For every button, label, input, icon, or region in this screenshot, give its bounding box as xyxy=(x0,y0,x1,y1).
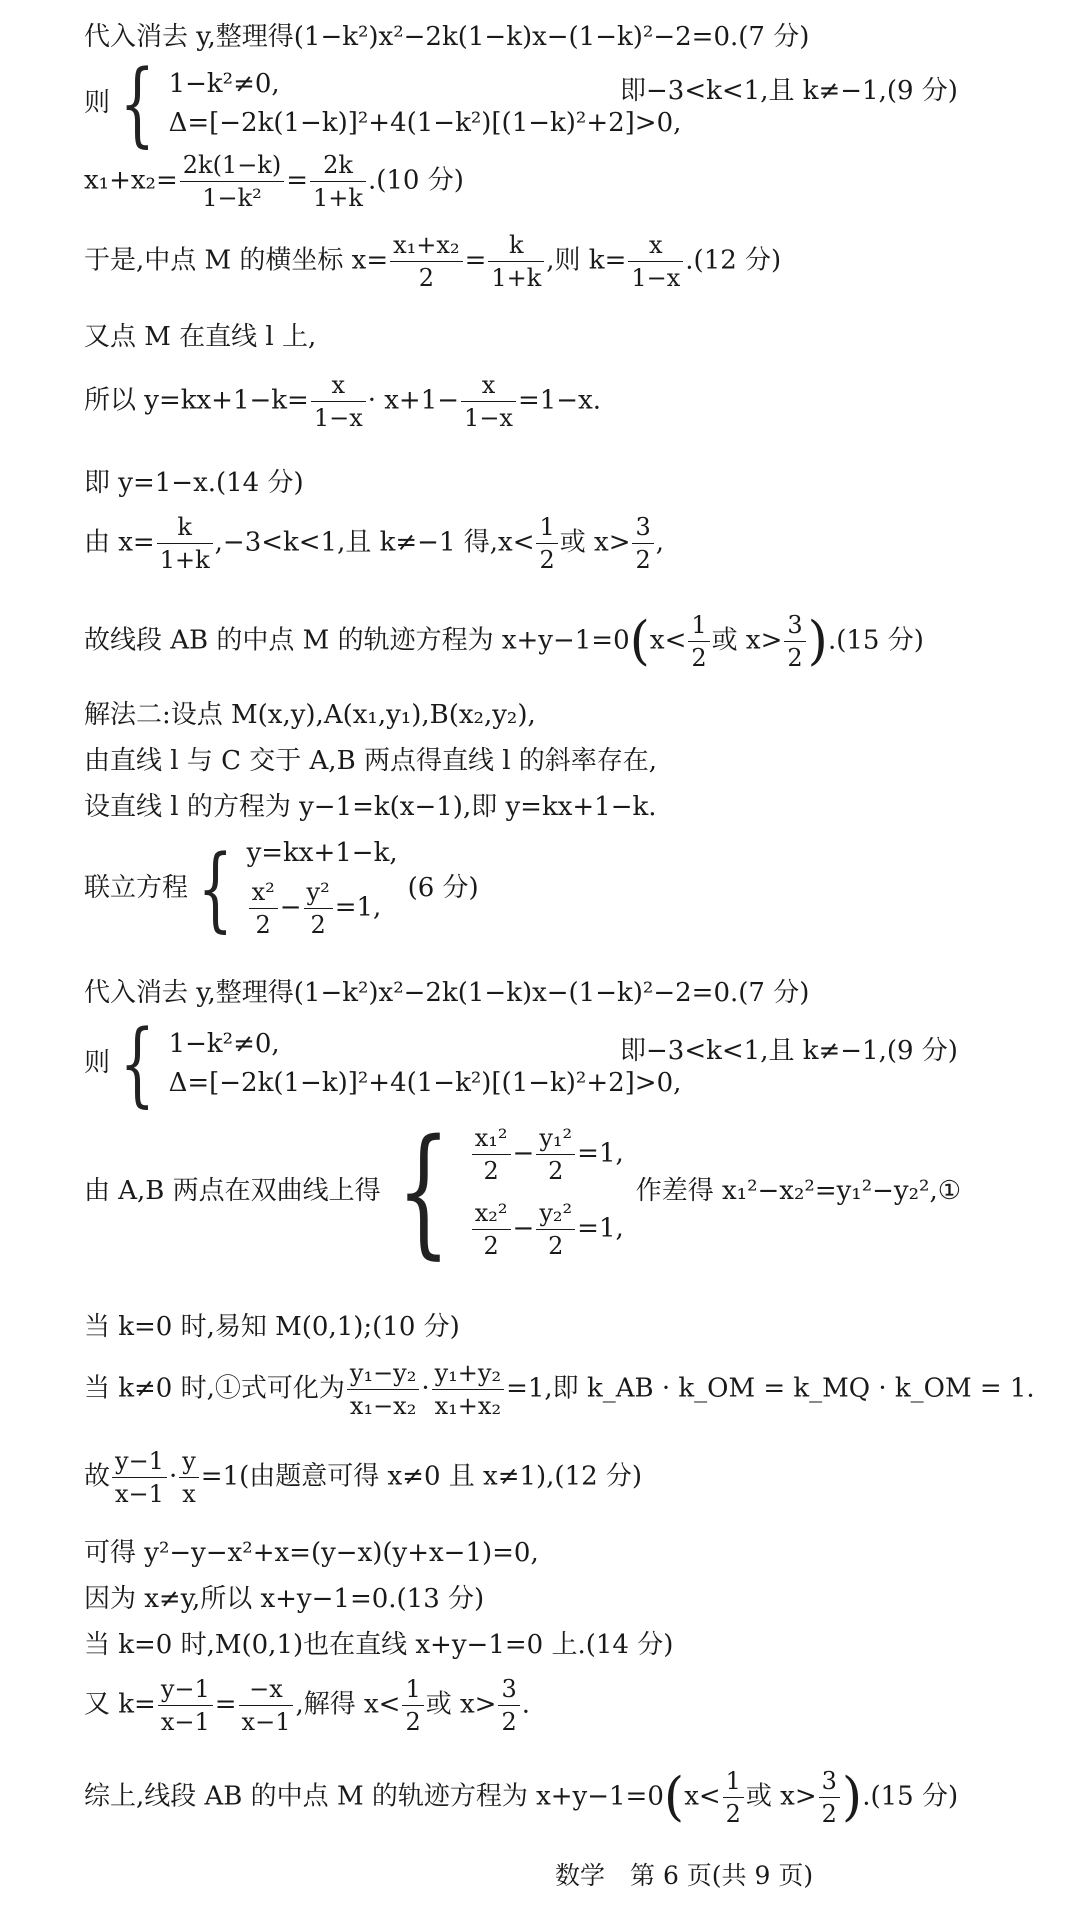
condition-system-1 xyxy=(110,50,682,157)
math-text: 当 k≠0 时,①式可化为 xyxy=(84,1373,345,1404)
math-text: = xyxy=(464,245,487,276)
fraction-numerator: 2k xyxy=(310,150,366,182)
fraction-denominator: 2 xyxy=(691,644,707,672)
equation-system xyxy=(110,1010,682,1117)
fraction xyxy=(536,1198,575,1261)
math-text: Δ=[−2k(1−k)]²+4(1−k²)[(1−k)²+2]>0, xyxy=(168,1068,682,1098)
fraction-denominator: 2 xyxy=(635,546,651,574)
line-method-2: 解法二:设点 M(x,y),A(x₁,y₁),B(x₂,y₂), xyxy=(84,700,536,730)
fraction xyxy=(784,610,805,673)
left-brace: { xyxy=(197,835,233,943)
math-text: .(15 分) xyxy=(827,625,924,656)
fraction-denominator: x−1 xyxy=(160,1708,210,1736)
line-conclusion-2 xyxy=(84,1766,958,1829)
fraction-numerator: y² xyxy=(304,877,333,909)
fraction xyxy=(632,512,653,575)
line-factor: 可得 y²−y−x²+x=(y−x)(y+x−1)=0, xyxy=(84,1538,539,1568)
math-text: = xyxy=(214,1689,237,1720)
fraction xyxy=(488,230,544,293)
fraction-denominator: 1−x xyxy=(631,264,681,292)
math-text: 联立方程 xyxy=(84,873,189,904)
math-text: 于是,中点 M 的横坐标 x= xyxy=(84,245,389,276)
fraction-numerator: x xyxy=(628,230,683,262)
math-text: =1, xyxy=(577,1213,624,1244)
line-line-equation: 设直线 l 的方程为 y−1=k(x−1),即 y=kx+1−k. xyxy=(84,792,657,822)
fraction-numerator: 1 xyxy=(723,1766,744,1798)
fraction-numerator: x xyxy=(461,370,516,402)
fraction xyxy=(179,1446,199,1509)
math-text: 1−k²≠0, xyxy=(168,1028,280,1059)
fraction-numerator: x² xyxy=(249,877,278,909)
fraction xyxy=(180,150,284,213)
fraction-denominator: 2 xyxy=(539,546,555,574)
math-text: x< xyxy=(649,625,687,656)
math-text: =1, xyxy=(334,892,382,923)
fraction-numerator: 1 xyxy=(402,1674,423,1706)
math-text: x₁+x₂= xyxy=(84,165,178,196)
fraction-denominator: 2 xyxy=(821,1800,837,1828)
fraction-numerator: k xyxy=(488,230,544,262)
math-text: =1−x. xyxy=(517,385,602,416)
math-text: 由 x= xyxy=(84,527,155,558)
fraction xyxy=(157,512,213,575)
fraction xyxy=(536,1123,575,1186)
math-text xyxy=(169,69,682,139)
left-brace: { xyxy=(119,1010,155,1117)
fraction-denominator: 2 xyxy=(255,911,271,940)
line-point-on-l: 又点 M 在直线 l 上, xyxy=(84,322,317,352)
line-k-zero: 当 k=0 时,易知 M(0,1);(10 分) xyxy=(84,1312,460,1342)
fraction-numerator: k xyxy=(157,512,213,544)
fraction xyxy=(819,1766,840,1829)
math-text: 作差得 x₁²−x₂²=y₁²−y₂²,① xyxy=(635,1176,962,1206)
fraction-denominator: x−1 xyxy=(115,1480,164,1508)
math-text: 即−3<k<1,且 k≠−1,(9 分) xyxy=(620,1036,958,1066)
fraction-denominator: 2 xyxy=(310,911,326,940)
fraction xyxy=(536,512,557,575)
fraction xyxy=(688,610,709,673)
math-text: 则 xyxy=(84,1048,111,1078)
math-text: 所以 y=kx+1−k= xyxy=(84,385,309,416)
fraction-numerator: 2k(1−k) xyxy=(180,150,284,182)
fraction-denominator: 1−x xyxy=(313,404,363,432)
fraction-denominator: 1+k xyxy=(159,546,210,574)
fraction xyxy=(249,877,278,940)
math-text xyxy=(470,1123,624,1261)
math-text: 或 x> xyxy=(711,625,783,656)
left-brace: { xyxy=(396,1110,450,1273)
math-text xyxy=(169,1029,682,1099)
fraction xyxy=(472,1198,511,1261)
fraction-denominator: 1+k xyxy=(491,264,542,292)
fraction-numerator: y−1 xyxy=(158,1674,213,1706)
math-text: · x+1− xyxy=(367,385,460,416)
fraction xyxy=(472,1123,511,1186)
large-paren: ( xyxy=(663,1767,685,1828)
math-text: , xyxy=(655,527,665,558)
math-text: y=kx+1−k, xyxy=(246,838,398,868)
math-text: .(15 分) xyxy=(862,1781,959,1812)
line-solve-k xyxy=(84,1674,530,1737)
line-conclusion-1 xyxy=(84,610,924,673)
fraction-numerator: x₂² xyxy=(472,1198,511,1230)
math-text: ,则 k= xyxy=(546,245,627,276)
line-substitute-1: 代入消去 y,整理得(1−k²)x²−2k(1−k)x−(1−k)²−2=0.(7 分) xyxy=(84,22,810,52)
fraction xyxy=(402,1674,423,1737)
fraction-denominator: 2 xyxy=(418,264,434,292)
math-text: .(10 分) xyxy=(367,165,464,196)
math-text: =1, xyxy=(577,1138,624,1169)
math-text xyxy=(247,877,398,940)
fraction-denominator: x₁+x₂ xyxy=(434,1392,502,1420)
math-text: =1,即 k_AB · k_OM = k_MQ · k_OM = 1. xyxy=(506,1373,1035,1404)
fraction-denominator: 1−x xyxy=(464,404,513,432)
fraction-numerator: 3 xyxy=(498,1674,519,1706)
math-text: = xyxy=(286,165,309,196)
math-text xyxy=(470,1123,624,1186)
math-text: − xyxy=(512,1213,535,1244)
fraction-numerator: −x xyxy=(239,1674,294,1706)
math-text: 由 A,B 两点在双曲线上得 xyxy=(84,1176,381,1206)
line-conditions-1 xyxy=(84,50,958,157)
left-brace: { xyxy=(119,50,155,157)
line-so-y xyxy=(84,370,601,433)
fraction-numerator: 1 xyxy=(536,512,557,544)
fraction xyxy=(461,370,516,433)
fraction-denominator: 2 xyxy=(548,1157,564,1185)
fraction-numerator: x₁+x₂ xyxy=(390,230,462,262)
math-text: 故线段 AB 的中点 M 的轨迹方程为 x+y−1=0 xyxy=(84,625,630,656)
math-text: − xyxy=(512,1138,535,1169)
line-substitute-2: 代入消去 y,整理得(1−k²)x²−2k(1−k)x−(1−k)²−2=0.(7 分) xyxy=(84,978,810,1008)
math-text: =1(由题意可得 x≠0 且 x≠1),(12 分) xyxy=(200,1461,643,1492)
equation-system xyxy=(381,1110,624,1273)
fraction xyxy=(304,877,333,940)
line-system xyxy=(84,835,479,943)
math-text: x< xyxy=(684,1781,721,1812)
line-because: 因为 x≠y,所以 x+y−1=0.(13 分) xyxy=(84,1584,485,1614)
math-text: 故 xyxy=(84,1461,111,1492)
math-text: ,−3<k<1,且 k≠−1 得,x< xyxy=(214,527,535,558)
math-text xyxy=(470,1198,624,1261)
fraction-numerator: y xyxy=(179,1446,199,1478)
fraction xyxy=(628,230,683,293)
math-text: Δ=[−2k(1−k)]²+4(1−k²)[(1−k)²+2]>0, xyxy=(168,108,682,138)
math-text: 或 x> xyxy=(559,527,631,558)
fraction-denominator: 2 xyxy=(483,1232,499,1260)
line-sum-roots xyxy=(84,150,464,213)
fraction-numerator: y₁−y₂ xyxy=(347,1358,419,1390)
fraction-numerator: 1 xyxy=(688,610,709,642)
fraction-denominator: 2 xyxy=(548,1232,564,1260)
fraction-denominator: 2 xyxy=(787,644,803,672)
math-text xyxy=(247,838,398,940)
fraction-numerator: 3 xyxy=(632,512,653,544)
fraction-denominator: 1−k² xyxy=(202,184,262,212)
fraction-denominator: 2 xyxy=(483,1157,499,1185)
math-text: ,解得 x< xyxy=(295,1689,401,1720)
math-text: 则 xyxy=(84,88,111,118)
fraction-numerator: y₁² xyxy=(536,1123,575,1155)
line-k-nonzero xyxy=(84,1358,1035,1421)
line-y-eq: 即 y=1−x.(14 分) xyxy=(84,468,304,498)
fraction-denominator: 2 xyxy=(405,1708,421,1736)
fraction xyxy=(310,150,366,213)
fraction xyxy=(498,1674,519,1737)
fraction xyxy=(390,230,462,293)
fraction xyxy=(723,1766,744,1829)
math-text: 或 x> xyxy=(745,1781,817,1812)
math-text: .(12 分) xyxy=(685,245,782,276)
fraction xyxy=(432,1358,504,1421)
fraction-denominator: 2 xyxy=(725,1800,741,1828)
fraction xyxy=(347,1358,419,1421)
math-text: 或 x> xyxy=(425,1689,497,1720)
math-text: 又 k= xyxy=(84,1689,156,1720)
fraction-denominator: x₁−x₂ xyxy=(349,1392,417,1420)
math-text: 1−k²≠0, xyxy=(168,68,280,99)
large-paren: ) xyxy=(841,1767,863,1828)
fraction-numerator: y₁+y₂ xyxy=(432,1358,504,1390)
fraction-numerator: x₁² xyxy=(472,1123,511,1155)
line-hyperbola-points xyxy=(84,1110,962,1273)
fraction-denominator: x xyxy=(182,1480,196,1508)
large-paren: ( xyxy=(629,611,650,672)
line-midpoint-x xyxy=(84,230,781,293)
fraction xyxy=(112,1446,167,1509)
fraction xyxy=(239,1674,294,1737)
fraction xyxy=(158,1674,213,1737)
math-text: · xyxy=(168,1461,178,1492)
line-k-zero-on-line: 当 k=0 时,M(0,1)也在直线 x+y−1=0 上.(14 分) xyxy=(84,1630,674,1660)
line-range-x xyxy=(84,512,664,575)
large-paren: ) xyxy=(807,611,828,672)
math-text: · xyxy=(421,1373,430,1404)
fraction-denominator: 1+k xyxy=(313,184,363,212)
line-slope-exists: 由直线 l 与 C 交于 A,B 两点得直线 l 的斜率存在, xyxy=(84,746,658,776)
fraction xyxy=(311,370,366,433)
fraction-numerator: 3 xyxy=(784,610,805,642)
math-text: 综上,线段 AB 的中点 M 的轨迹方程为 x+y−1=0 xyxy=(84,1781,664,1812)
fraction-denominator: x−1 xyxy=(241,1708,291,1736)
math-text: . xyxy=(521,1689,530,1720)
fraction-numerator: y−1 xyxy=(112,1446,167,1478)
fraction-numerator: x xyxy=(311,370,366,402)
math-text: 即−3<k<1,且 k≠−1,(9 分) xyxy=(620,76,958,106)
math-text: − xyxy=(279,892,302,923)
line-conditions-2 xyxy=(84,1010,958,1117)
line-therefore xyxy=(84,1446,642,1509)
fraction-numerator: y₂² xyxy=(536,1198,575,1230)
page-footer: 数学 第 6 页(共 9 页) xyxy=(555,1861,814,1890)
equation-system xyxy=(188,835,398,943)
fraction-denominator: 2 xyxy=(501,1708,517,1736)
math-text: (6 分) xyxy=(407,873,479,904)
fraction-numerator: 3 xyxy=(819,1766,840,1798)
